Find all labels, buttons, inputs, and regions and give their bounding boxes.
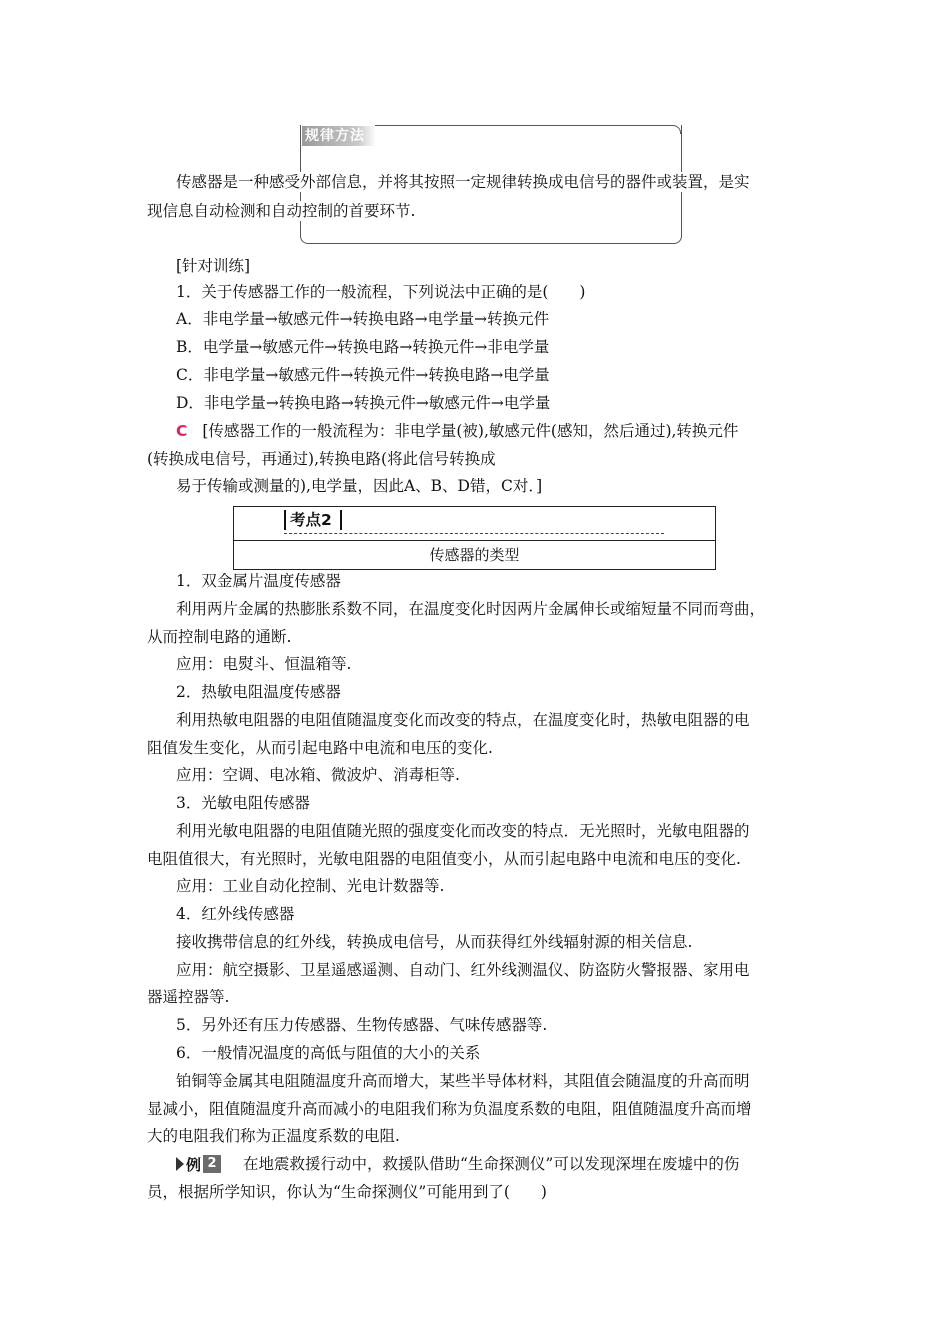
example-word: 例 bbox=[186, 1155, 202, 1174]
section-4-line-1: 接收携带信息的红外线，转换成电信号，从而获得红外线辐射源的相关信息. bbox=[176, 933, 693, 951]
answer-line-2: (转换成电信号，再通过),转换电路(将此信号转换成 bbox=[147, 450, 496, 468]
example-line-2: 员，根据所学知识，你认为“生命探测仪”可能用到了( ) bbox=[147, 1183, 547, 1201]
rule-method-tag: 规律方法 bbox=[302, 126, 376, 146]
section-4-application-2: 器遥控器等. bbox=[147, 988, 230, 1006]
section-1-line-1: 利用两片金属的热膨胀系数不同，在温度变化时因两片金属伸长或缩短量不同而弯曲， bbox=[176, 600, 766, 618]
example-tag bbox=[176, 1155, 221, 1173]
section-4-application-1: 应用：航空摄影、卫星遥感遥测、自动门、红外线测温仪、防盗防火警报器、家用电 bbox=[176, 961, 750, 979]
answer-line-3: 易于传输或测量的),电学量，因此A、B、D错，C对．] bbox=[176, 477, 543, 495]
kaodian-bar-right bbox=[340, 510, 342, 530]
option-c: C．非电学量→敏感元件→转换元件→转换电路→电学量 bbox=[176, 366, 550, 384]
section-1-application: 应用：电熨斗、恒温箱等. bbox=[176, 655, 352, 673]
section-4-title: 4．红外线传感器 bbox=[176, 905, 295, 923]
answer-text-1: [传感器工作的一般流程为：非电学量(被),敏感元件(感知，然后通过),转换元件 bbox=[202, 422, 739, 440]
kaodian-table bbox=[233, 506, 716, 570]
section-3-line-2: 电阻值很大，有光照时，光敏电阻器的电阻值变小，从而引起电路中电流和电压的变化. bbox=[147, 850, 741, 868]
practice-question: 1．关于传感器工作的一般流程，下列说法中正确的是( ) bbox=[176, 283, 586, 301]
section-2-application: 应用：空调、电冰箱、微波炉、消毒柜等. bbox=[176, 766, 460, 784]
section-2-title: 2．热敏电阻温度传感器 bbox=[176, 683, 341, 701]
section-1-line-2: 从而控制电路的通断. bbox=[147, 628, 292, 646]
section-3-title: 3．光敏电阻传感器 bbox=[176, 794, 310, 812]
section-6-line-1: 铂铜等金属其电阻随温度升高而增大，某些半导体材料，其阻值会随温度的升高而明 bbox=[176, 1072, 750, 1090]
answer-line-1 bbox=[176, 421, 738, 441]
section-2-line-1: 利用热敏电阻器的电阻值随温度变化而改变的特点，在温度变化时，热敏电阻器的电 bbox=[176, 711, 750, 729]
kaodian-dashed-line bbox=[284, 533, 664, 534]
kaodian-bar-left bbox=[284, 510, 286, 530]
section-6-title: 6．一般情况温度的高低与阻值的大小的关系 bbox=[176, 1044, 481, 1062]
example-number: 2 bbox=[203, 1155, 221, 1173]
option-a: A．非电学量→敏感元件→转换电路→电学量→转换元件 bbox=[176, 310, 550, 328]
practice-heading: [针对训练] bbox=[176, 257, 251, 275]
example-line-1: 在地震救援行动中，救援队借助“生命探测仪”可以发现深埋在废墟中的伤 bbox=[243, 1155, 740, 1173]
section-2-line-2: 阻值发生变化，从而引起电路中电流和电压的变化. bbox=[147, 739, 493, 757]
section-6-line-2: 显减小，阻值随温度升高而减小的电阻我们称为负温度系数的电阻，阻值随温度升高而增 bbox=[147, 1100, 752, 1118]
example-triangle-icon bbox=[176, 1157, 184, 1171]
rule-text-line-1: 传感器是一种感受外部信息，并将其按照一定规律转换成电信号的器件或装置，是实 bbox=[176, 173, 750, 191]
answer-letter: C bbox=[176, 422, 188, 440]
option-b: B．电学量→敏感元件→转换电路→转换元件→非电学量 bbox=[176, 338, 550, 356]
section-6-line-3: 大的电阻我们称为正温度系数的电阻. bbox=[147, 1127, 400, 1145]
rule-box-top-border bbox=[375, 125, 673, 126]
option-d: D．非电学量→转换电路→转换元件→敏感元件→电学量 bbox=[176, 394, 551, 412]
rule-text-line-2: 现信息自动检测和自动控制的首要环节. bbox=[147, 202, 416, 220]
section-5: 5．另外还有压力传感器、生物传感器、气味传感器等. bbox=[176, 1016, 548, 1034]
kaodian-title: 传感器的类型 bbox=[429, 546, 520, 564]
section-3-application: 应用：工业自动化控制、光电计数器等. bbox=[176, 877, 445, 895]
section-1-title: 1．双金属片温度传感器 bbox=[176, 572, 341, 590]
section-3-line-1: 利用光敏电阻器的电阻值随光照的强度变化而改变的特点．无光照时，光敏电阻器的 bbox=[176, 822, 750, 840]
kaodian-label: 考点2 bbox=[290, 511, 332, 529]
